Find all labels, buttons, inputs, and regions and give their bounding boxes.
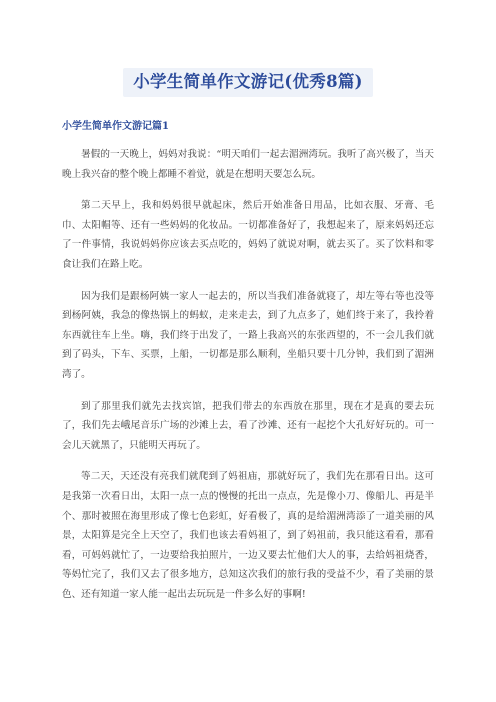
paragraph-1: 暑假的一天晚上，妈妈对我说：“明天咱们一起去湄洲湾玩。我听了高兴极了，当天晚上我兴奋的整个晚上都睡不着觉，就是在想明天要怎么玩。 [62,149,434,180]
paragraph-3: 因为我们是跟杨阿姨一家人一起去的，所以当我们准备就寝了，却左等右等也没等到杨阿姨，我急的像热锅上的蚂蚁，走来走去，到了九点多了，她们终于来了，我拎着东西就往车上坐。嗨，我们终于出发了，一路上我高兴的东张西望的，不一会儿我们就到了码头，下车、买票，上船，一切都是那么顺利，坐船只要十几分钟，我们到了湄洲湾了。 [62,290,434,380]
paragraph-4: 到了那里我们就先去找宾馆，把我们带去的东西放在那里，现在才是真的要去玩了，我们先去峨尾音乐广场的沙滩上去，看了沙滩、还有一起挖个大孔好好玩的。可一会儿天就黑了，只能明天再玩了。 [62,400,434,451]
article-body [62,145,434,616]
title-container [0,68,496,97]
document-title: 小学生简单作文游记(优秀8篇) [123,68,373,97]
section-heading: 小学生简单作文游记篇1 [62,121,169,132]
paragraph-5: 等二天，天还没有亮我们就爬到了妈祖庙，那就好玩了，我们先在那看日出。这可是我第一次看日出，太阳一点一点的慢慢的托出一点点，先是像小刀、像船儿、再是半个、那时被照在海里形成了像七色彩虹，好看极了，真的是给湄洲湾添了一道美丽的风景，太阳算是完全上天空了，我们也该去看妈祖了，到了妈祖前，我只能这看看，那看看，可妈妈就忙了，一边要给我拍照片，一边又要去忙他们大人的事，去给妈祖烧香，等妈忙完了，我们又去了很多地方，总知这次我们的旅行我的受益不少，看了美丽的景色、还有知道一家人能一起出去玩玩是一件多么好的事啊! [62,471,434,600]
paragraph-2: 第二天早上，我和妈妈很早就起床，然后开始准备日用品，比如衣服、牙膏、毛巾、太阳帽等、还有一些妈妈的化妆品。一切都准备好了，我想起来了，原来妈妈还忘了一件事情，我说妈妈你应该去买点吃的，妈妈了就说对啊，就去买了。买了饮料和零食让我们在路上吃。 [62,200,434,270]
